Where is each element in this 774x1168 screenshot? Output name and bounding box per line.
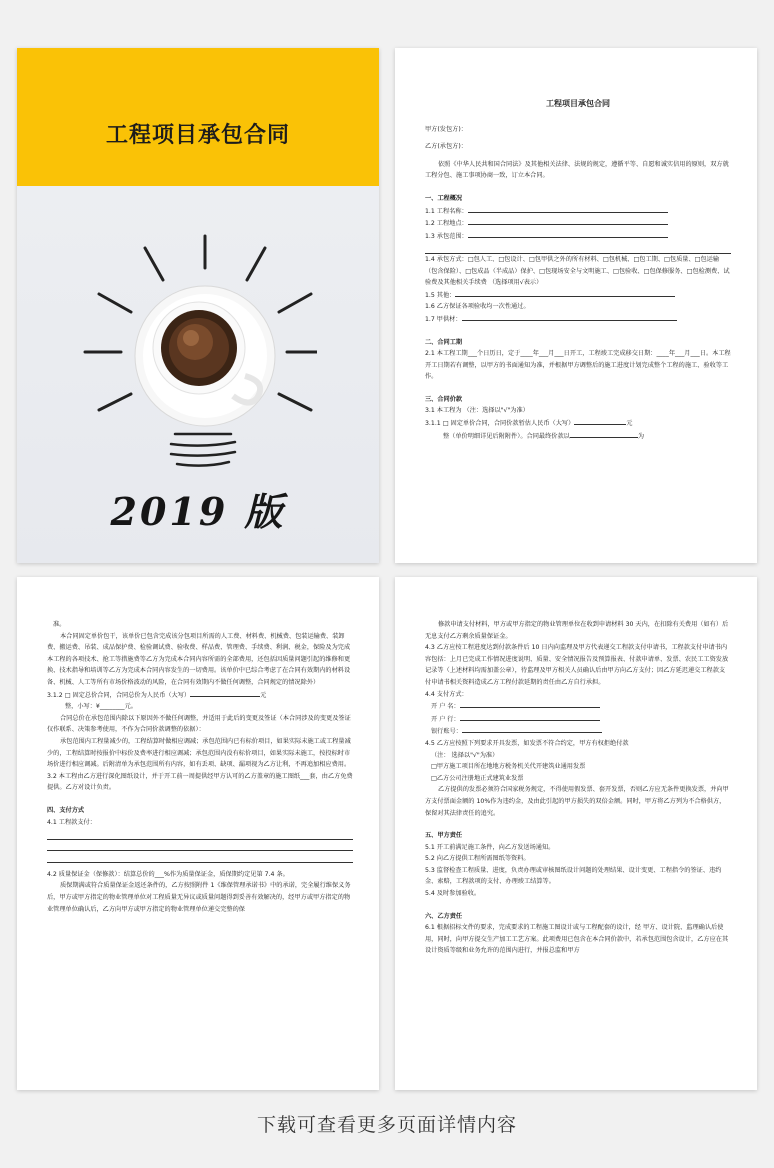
cover-year: 2019 版	[110, 489, 286, 534]
section-6-heading: 六、乙方责任	[425, 912, 463, 920]
continued-line: 准。	[53, 621, 66, 628]
warranty-deposit-clause: 4.2 质量保证金（保修款）：结算总价的___%作为质量保证金，质保期约定见第 7.4 条。	[47, 870, 289, 878]
invoice-option-2: □乙方公司注册地正式建筑业发票	[431, 774, 524, 782]
schedule-clause: 2.1 本工程工期___个日历日，定于____年___月___日开工，工程竣工完成移交日期：____年___月___日。本工程开工日期若有调整，以甲方的书面通知为准，并根据甲方调整后的施工进度计划完成整个工程的施工、验收等工作。	[425, 350, 731, 381]
account-name-field	[460, 700, 600, 708]
invoice-clause: 4.5 乙方应按照下列要求开具发票，如发票不符合约定，甲方有权拒绝付款	[425, 739, 629, 747]
invoice-option-1: □甲方施工项目所在地地方税务机关代开建筑业通用发票	[431, 763, 586, 771]
lump-sum-option: 3.1.2 □ 固定总价合同，合同总价为人民币（大写）	[47, 691, 191, 699]
final-price-note: 整（单价明细详见后附附件）。合同最终价款以	[443, 432, 570, 440]
section-1-heading: 一、工程概况	[425, 194, 463, 202]
page-3-text	[425, 619, 731, 957]
final-price-field	[570, 430, 638, 438]
price-adjust-rule: 合同总价在承包范围内除以下原因外不做任何调整，并适用于此后的变更及签证（本合同涉及的变更及签证仅作联系、决策参考使用，不作为合同价款调整的依据）：	[47, 714, 351, 734]
invoice-penalty: 乙方提供的发票必须符合国家税务规定，不得使用假发票、套开发票，否则乙方应无条件更换发票，并向甲方支付票面金额的 10%作为违约金，及由此引起的甲方损失的双倍金额。同时，甲方将乙方列为不合格供方，保留对其法律责任的追究。	[425, 786, 729, 817]
other-field	[455, 289, 675, 297]
cover-yellow-band	[17, 48, 379, 186]
project-name-field	[468, 205, 668, 213]
payment-method-label: 4.4 支付方式：	[425, 690, 468, 698]
payment-line-3	[47, 851, 353, 863]
section-3-heading: 三、合同价款	[425, 395, 463, 403]
project-name-label: 1.1 工程名称：	[425, 207, 468, 215]
contract-method: 1.4 承包方式：□包人工、□包设计、□包甲供之外的所有材料、□包机械、□包工期、□包质量、□包运输（包含保险）、□包成品（半成品）保护、□包现场安全与文明施工、□包验收、□包保修服务、□包检测费、试验费及其他相关手续费 （选择项用√表示）	[425, 255, 730, 287]
account-bank-field	[460, 713, 600, 721]
coffee-lightbulb-illustration	[77, 228, 317, 468]
project-location-label: 1.2 工程地点：	[425, 220, 468, 228]
drawing-design-clause: 3.2 本工程由乙方进行深化图纸设计，并于开工前一周提供经甲方认可的乙方盖章的施工图纸___套，由乙方免费提供。乙方对设计负责。	[47, 772, 353, 792]
page-1-text	[425, 98, 731, 442]
payment-label: 4.1 工程款支付：	[47, 818, 96, 826]
payment-application-clause: 4.3 乙方应按工程进度达到付款条件后 10 日内向监理及甲方代表递交工程款支付申请书，工程款支付申请书内容包括：上月已完成工作情况进度说明、质量、安全情况报告及预算报表、付款申请单、发票、农民工工资发放记录等（上述材料均需加盖公章），待监理及甲方相关人员确认后由甲方向乙方支付；因乙方延迟递交工程款支付申请书相关资料造成乙方工程付款延期的责任由乙方自行承担。	[425, 644, 729, 686]
party-a-duty-1: 5.1 开工前满足施工条件，向乙方发送场通知。	[425, 843, 555, 851]
account-number-label: 银行账号：	[431, 728, 462, 736]
party-b-duty-1: 6.1 根据招标文件的要求，完成要求的工程施工图设计或与工程配套的设计，经 甲方、设计院、监理确认后使用，同时，向甲方提交生产加工工艺方案。此项费用已包含在本合同价款中，若承包范围包含设计，乙方应在其设计资质等级和业务允许的范围内进行，并报总监和甲方	[425, 924, 729, 955]
payment-line-1	[47, 828, 353, 840]
contract-scope-label: 1.3 承包范围：	[425, 232, 468, 240]
contract-scope-field	[468, 230, 668, 238]
unit-price-option: 3.1.1 □ 固定单价合同，合同价款暂估人民币（大写）	[425, 420, 575, 428]
party-b-label: 乙方(承包方)：	[425, 143, 467, 151]
account-number-field	[462, 725, 602, 733]
section-2-heading: 二、合同工期	[425, 338, 463, 346]
final-price-end: 为	[637, 432, 645, 440]
contract-page-3	[395, 577, 757, 1090]
contract-title: 工程项目承包合同	[546, 99, 610, 108]
cover-title: 工程项目承包合同	[105, 123, 290, 148]
unit-price-unit: 元	[626, 420, 633, 428]
lump-sum-unit: 元	[260, 691, 267, 699]
account-bank-label: 开 户 行：	[431, 715, 460, 723]
supplied-material-field	[462, 313, 677, 321]
invoice-note: （注： 选择以"√"为准）	[431, 751, 499, 759]
acceptance-clause: 1.6 乙方保证各项验收均一次性通过。	[425, 303, 530, 311]
section-4-heading: 四、支付方式	[47, 806, 85, 814]
account-name-label: 开 户 名：	[431, 703, 460, 711]
other-label: 1.5 其他：	[425, 291, 456, 299]
contract-page-2	[17, 577, 379, 1090]
party-a-duty-3: 5.3 监督检查工程质量、进度，负责办理或审核图纸设计问题的处理结果、设计变更、工程指令的签证、违约金、索赔，工程款项的支付、办理竣工结算等。	[425, 866, 722, 886]
quantity-adjust-rule: 承包范围内工程量减少的，工程结算时做相应调减；承包范围内已有标价项目，如果实际未施工或工程量减少的，工程结算时按报价中标价及费率进行相应调减；承包范围内没有标价项目，如果实际未施工，按投标时市场价进行相应调减。后附清单为承包范围所有内容，如有丢项、缺项、漏项视为乙方让利，不再追加相应费用。	[47, 737, 351, 769]
scope-blank-line	[425, 242, 731, 254]
warranty-payment-cont: 修款申请支付材料，甲方或甲方指定的物业管理单位在收到申请材料 30 天内，在扣除有关费用（如有）后无息支付乙方剩余质量保证金。	[425, 621, 729, 640]
party-a-label: 甲方(发包方)：	[425, 125, 467, 133]
preamble: 依照《中华人民共和国合同法》及其他相关法律、法规的规定，遵循平等、自愿和诚实信用的原则，双方就工程分包、施工事项协商一致，订立本合同。	[425, 160, 729, 180]
contract-type-clause: 3.1 本工程为 （注：选择以"√"为准）	[425, 407, 529, 415]
lump-sum-small: 整，小写：¥________元。	[65, 703, 137, 711]
payment-line-2	[47, 840, 353, 852]
contract-page-1	[395, 48, 757, 563]
download-more-caption: 下载可查看更多页面详情内容	[256, 1114, 517, 1136]
project-location-field	[468, 217, 668, 225]
section-5-heading: 五、甲方责任	[425, 832, 463, 840]
supplied-material-label: 1.7 甲供材：	[425, 315, 462, 323]
warranty-refund-rule: 质保期满或符合质量保证金返还条件的，乙方按照附件 1《维保管理承诺书》中的承诺，完全履行维保义务后，甲方或甲方指定的物业管理单位对工程质量无异议或质量问题得到妥善有效解决的，经甲方或甲方指定的物业管理单位确认后，乙方向甲方或甲方指定的物业管理单位递交完整的保	[47, 882, 351, 913]
unit-price-field	[574, 417, 626, 425]
unit-price-detail: 本合同固定单价包干，该单价已包含完成该分包项目所需的人工费、材料费、机械费、包装运输费、装卸费、搬运费、吊装、成品保护费、检验调试费、验收费、样品费、管理费、手续费、利润、税金，保险及为完成本工程的各项技术、抢工等措施费等乙方为完成本合同内容所需的全部费用，还包括因质量问题引起的维修和更换、技术指导和培训等乙方为完成本合同内容发生的一切费用。该单价中已综合考虑了在合同有效期内的材料设备、机械、人工等所有市场价格波动的风险，在合同有效期内不做任何调整，合同规定的情况除外）	[47, 632, 351, 686]
lump-sum-field	[190, 689, 260, 697]
page-2-text	[47, 619, 353, 915]
party-a-duty-4: 5.4 及时参加验收。	[425, 890, 481, 898]
party-a-duty-2: 5.2 向乙方提供工程所需图纸等资料。	[425, 855, 530, 863]
cover-page	[17, 48, 379, 563]
